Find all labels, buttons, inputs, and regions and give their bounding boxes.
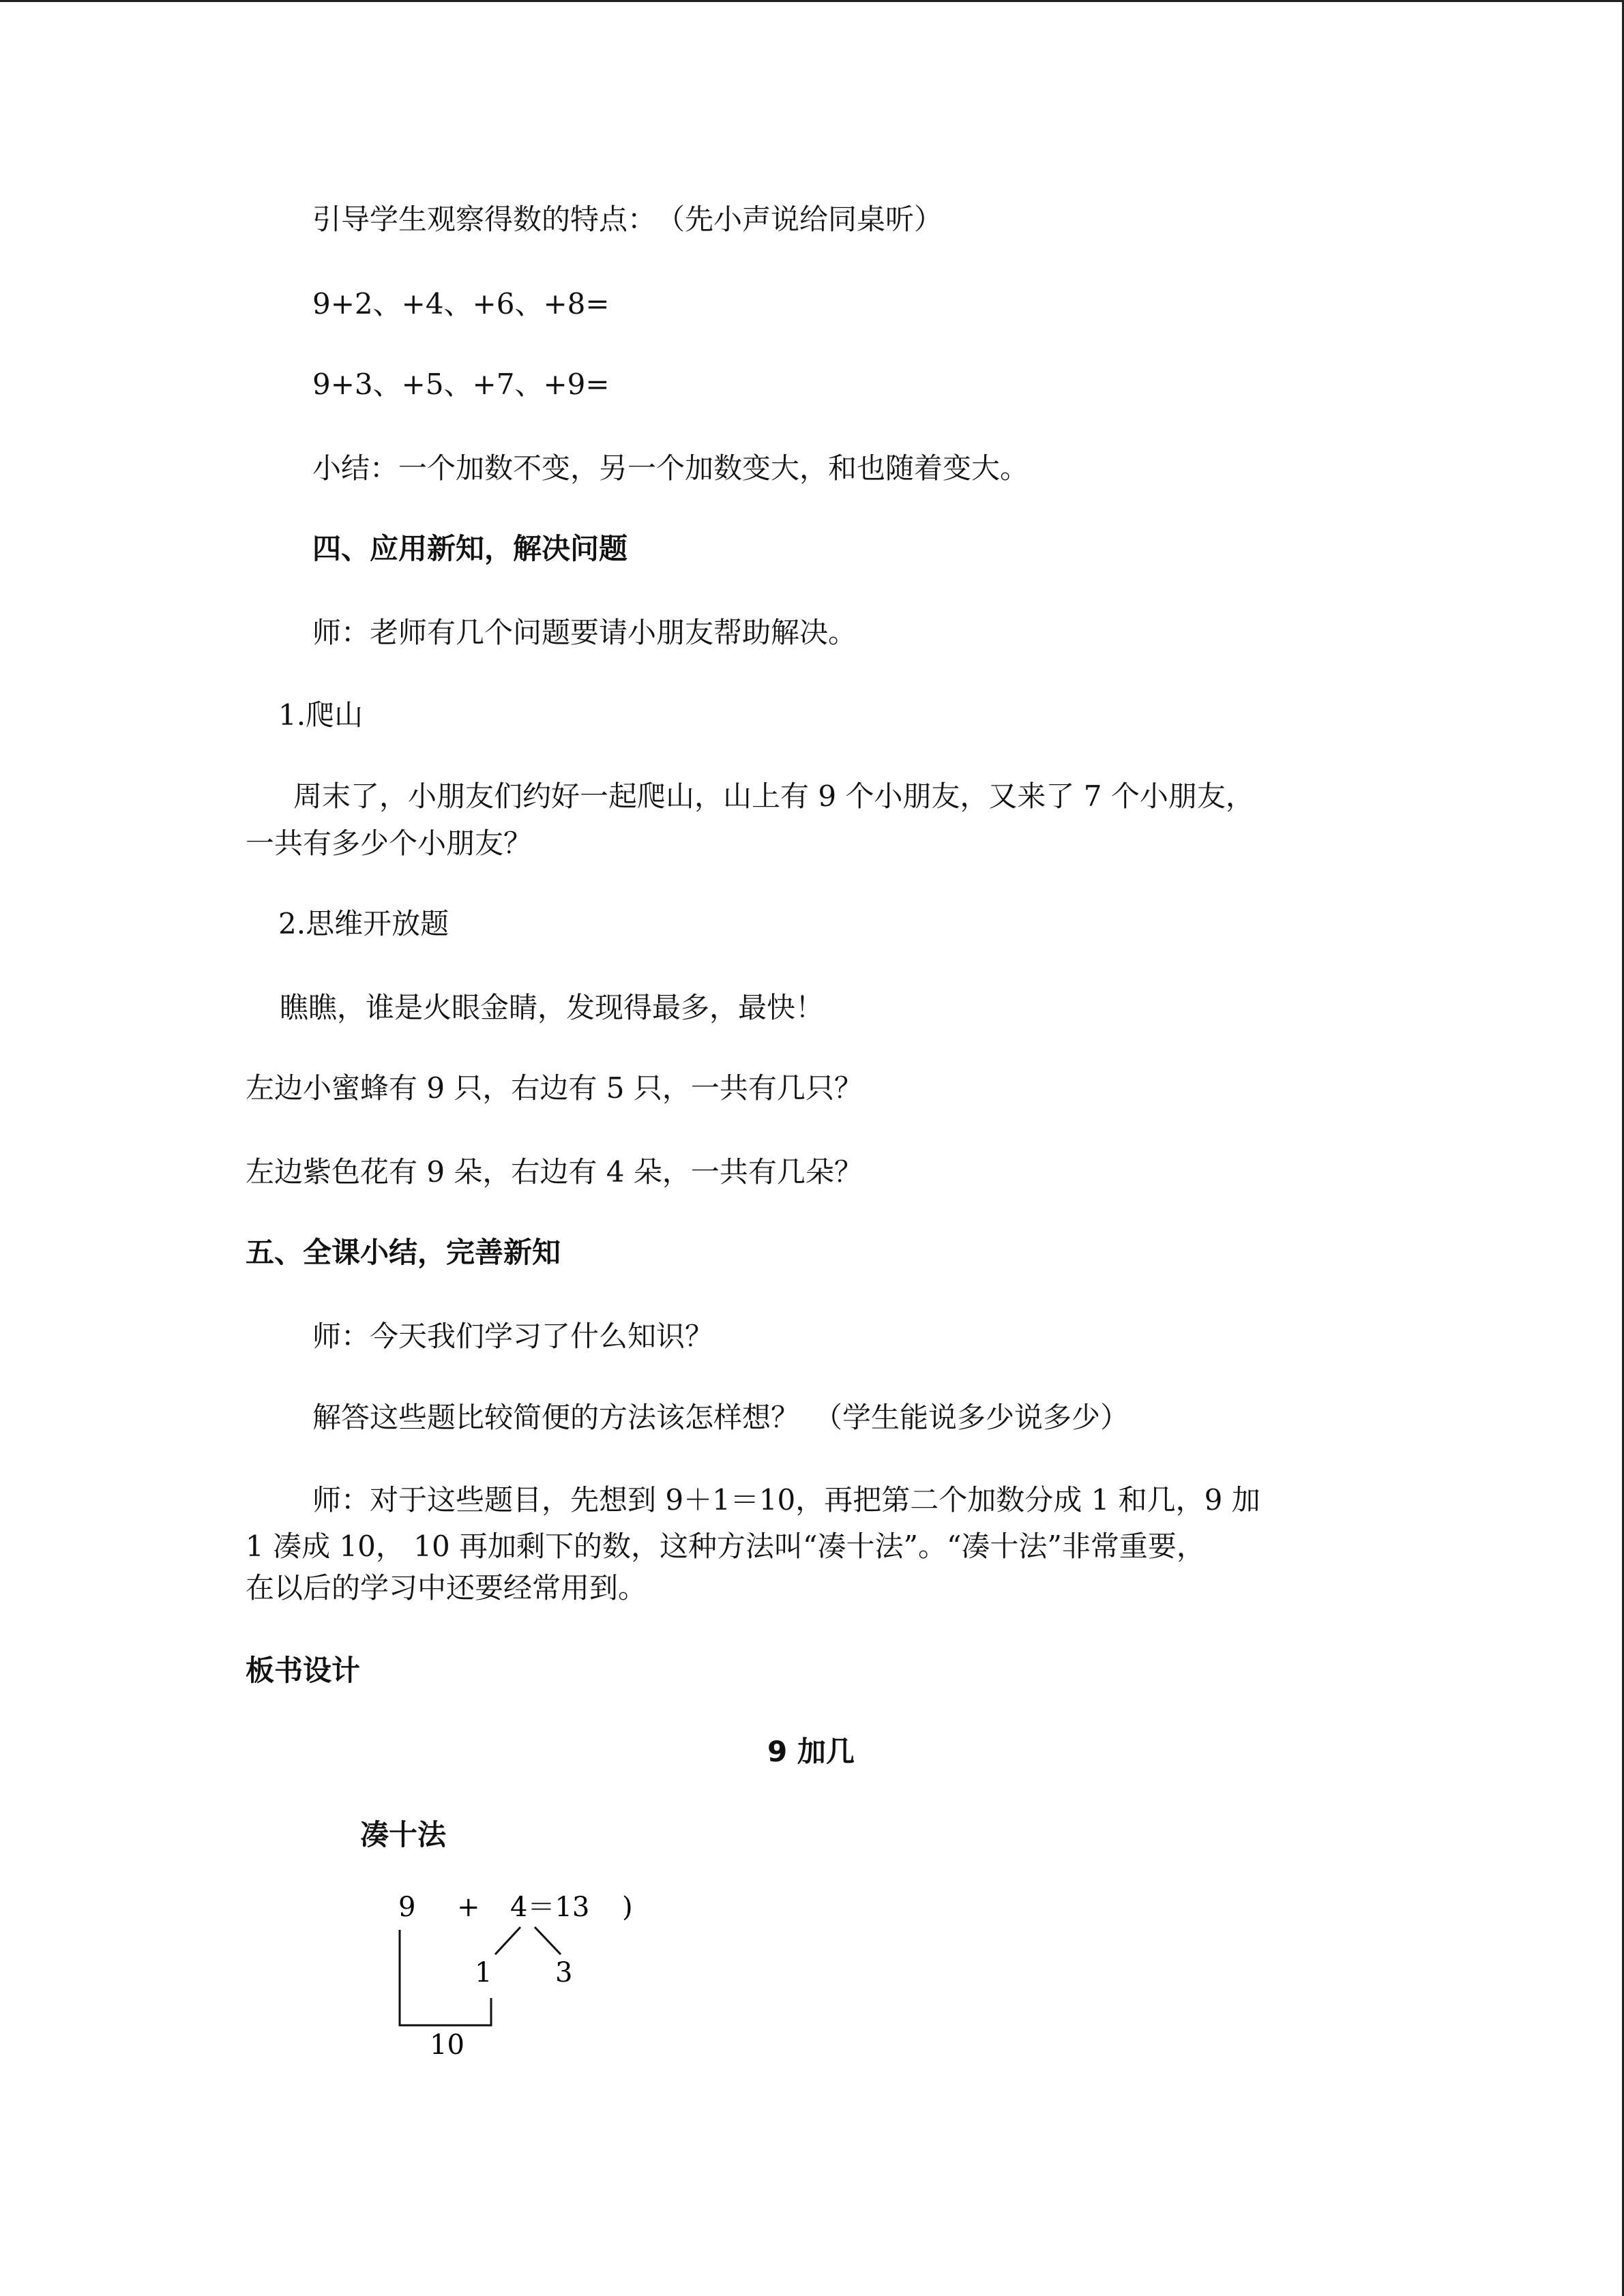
page-top-border	[0, 0, 1624, 2]
text-line-13: 师：今天我们学习了什么知识？	[312, 1320, 714, 1353]
text-line-1: 引导学生观察得数的特点： （先小声说给同桌听）	[312, 203, 943, 236]
diagram-split-line-right	[535, 1927, 561, 1954]
text-line-16: 1 凑成 10， 10 再加剩下的数，这种方法叫“凑十法”。“凑十法”非常重要，	[246, 1530, 1205, 1563]
text-line-6: 1.爬山	[278, 698, 364, 732]
text-line-17: 在以后的学习中还要经常用到。	[246, 1571, 647, 1605]
board-subtitle: 凑十法	[360, 1818, 447, 1851]
text-line-14: 解答这些题比较简便的方法该怎样想？ （学生能说多少说多少）	[312, 1401, 1130, 1434]
board-title: 9 加几	[767, 1735, 855, 1768]
text-line-9: 2.思维开放题	[278, 907, 449, 940]
diagram-equation-right: 4＝13	[510, 1892, 590, 1923]
text-line-12: 左边紫色花有 9 朵，右边有 4 朵，一共有几朵？	[246, 1155, 863, 1189]
text-line-11: 左边小蜜蜂有 9 只，右边有 5 只，一共有几只？	[246, 1071, 863, 1105]
section-heading-5: 五、全课小结，完善新知	[246, 1236, 561, 1269]
text-line-2: 9+2、+4、+6、+8=	[312, 287, 610, 320]
diagram-split-three: 3	[555, 1957, 573, 1988]
text-line-4: 小结：一个加数不变，另一个加数变大，和也随着变大。	[312, 451, 1029, 485]
diagram-ten: 10	[430, 2029, 464, 2061]
text-line-5: 师：老师有几个问题要请小朋友帮助解决。	[312, 616, 857, 649]
text-line-8: 一共有多少个小朋友？	[246, 826, 533, 860]
diagram-split-line-left	[495, 1927, 520, 1954]
make-ten-diagram	[382, 1882, 668, 2073]
board-design-heading: 板书设计	[246, 1654, 361, 1687]
text-line-10: 瞧瞧，谁是火眼金睛，发现得最多，最快！	[280, 991, 825, 1024]
text-line-3: 9+3、+5、+7、+9=	[312, 368, 610, 401]
text-line-7: 周末了，小朋友们约好一起爬山，山上有 9 个小朋友，又来了 7 个小朋友，	[293, 779, 1254, 813]
diagram-split-one: 1	[475, 1957, 492, 1988]
diagram-plus-sign: +	[457, 1892, 480, 1923]
section-heading-4: 四、应用新知，解决问题	[312, 532, 628, 565]
diagram-paren: )	[622, 1892, 633, 1923]
text-line-15: 师：对于这些题目，先想到 9＋1＝10，再把第二个加数分成 1 和几，9 加	[312, 1483, 1260, 1517]
diagram-number-9: 9	[398, 1892, 416, 1923]
